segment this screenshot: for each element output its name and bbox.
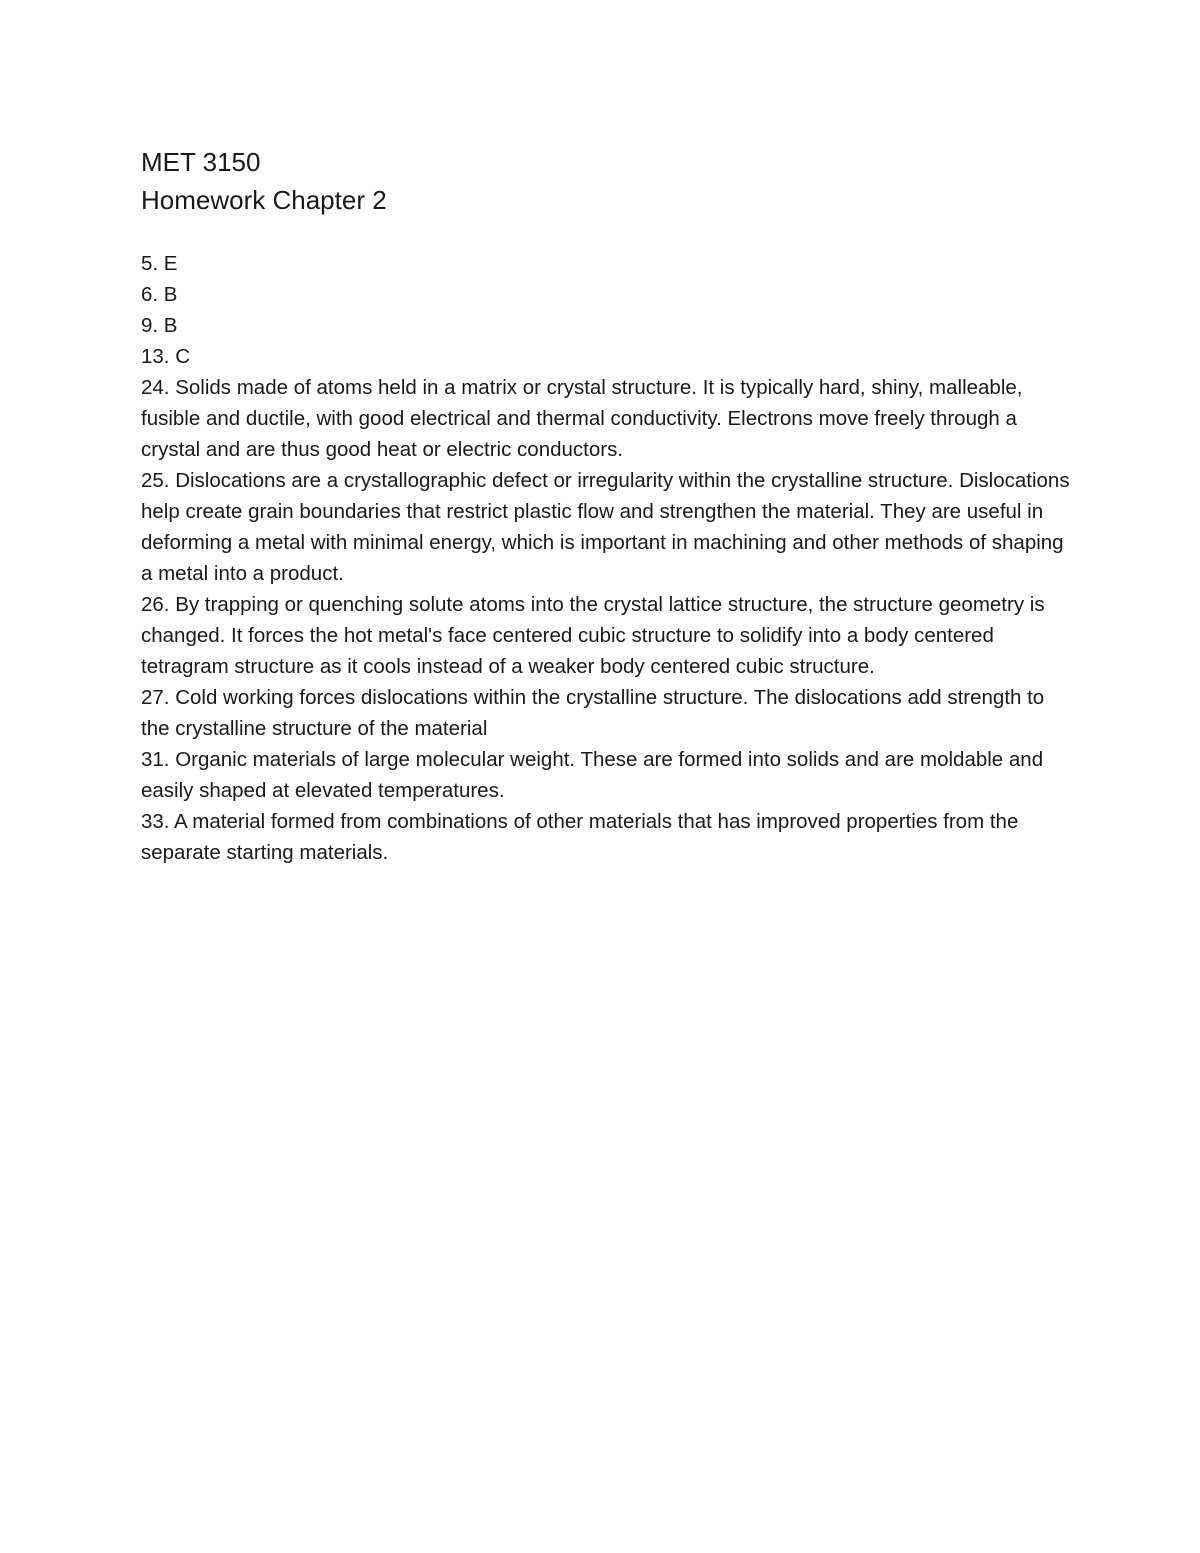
course-title: MET 3150 [141,147,261,177]
answer-item-24: 24. Solids made of atoms held in a matrix or crystal structure. It is typically hard, shiny, malleable, fusible and ductile, with good electrical and thermal conductivity. Electrons move freely through a crystal and are thus good heat or electric conductors. [141,376,1023,461]
answer-item-27: 27. Cold working forces dislocations within the crystalline structure. The dislocations add strength to the crystalline structure of the material [141,686,1045,740]
answer-item-33: 33. A material formed from combinations of other materials that has improved properties from the separate starting materials. [141,810,1019,864]
answer-list [141,248,1071,868]
spacer [141,219,1071,248]
answer-item-26: 26. By trapping or quenching solute atoms into the crystal lattice structure, the structure geometry is changed. It forces the hot metal's face centered cubic structure to solidify into a body centered tetragram structure as it cools instead of a weaker body centered cubic structure. [141,593,1045,678]
answer-item-13: 13. C [141,345,190,368]
document-body [141,143,1071,868]
answer-item-25: 25. Dislocations are a crystallographic defect or irregularity within the crystalline structure. Dislocations help create grain boundaries that restrict plastic flow and strengthen the material. They are useful in deforming a metal with minimal energy, which is important in machining and other methods of shaping a metal into a product. [141,469,1070,585]
answer-item-9: 9. B [141,314,178,337]
answer-item-6: 6. B [141,283,178,306]
answer-item-31: 31. Organic materials of large molecular weight. These are formed into solids and are moldable and easily shaped at elevated temperatures. [141,748,1044,802]
answer-item-5: 5. E [141,252,178,275]
assignment-title: Homework Chapter 2 [141,185,387,215]
